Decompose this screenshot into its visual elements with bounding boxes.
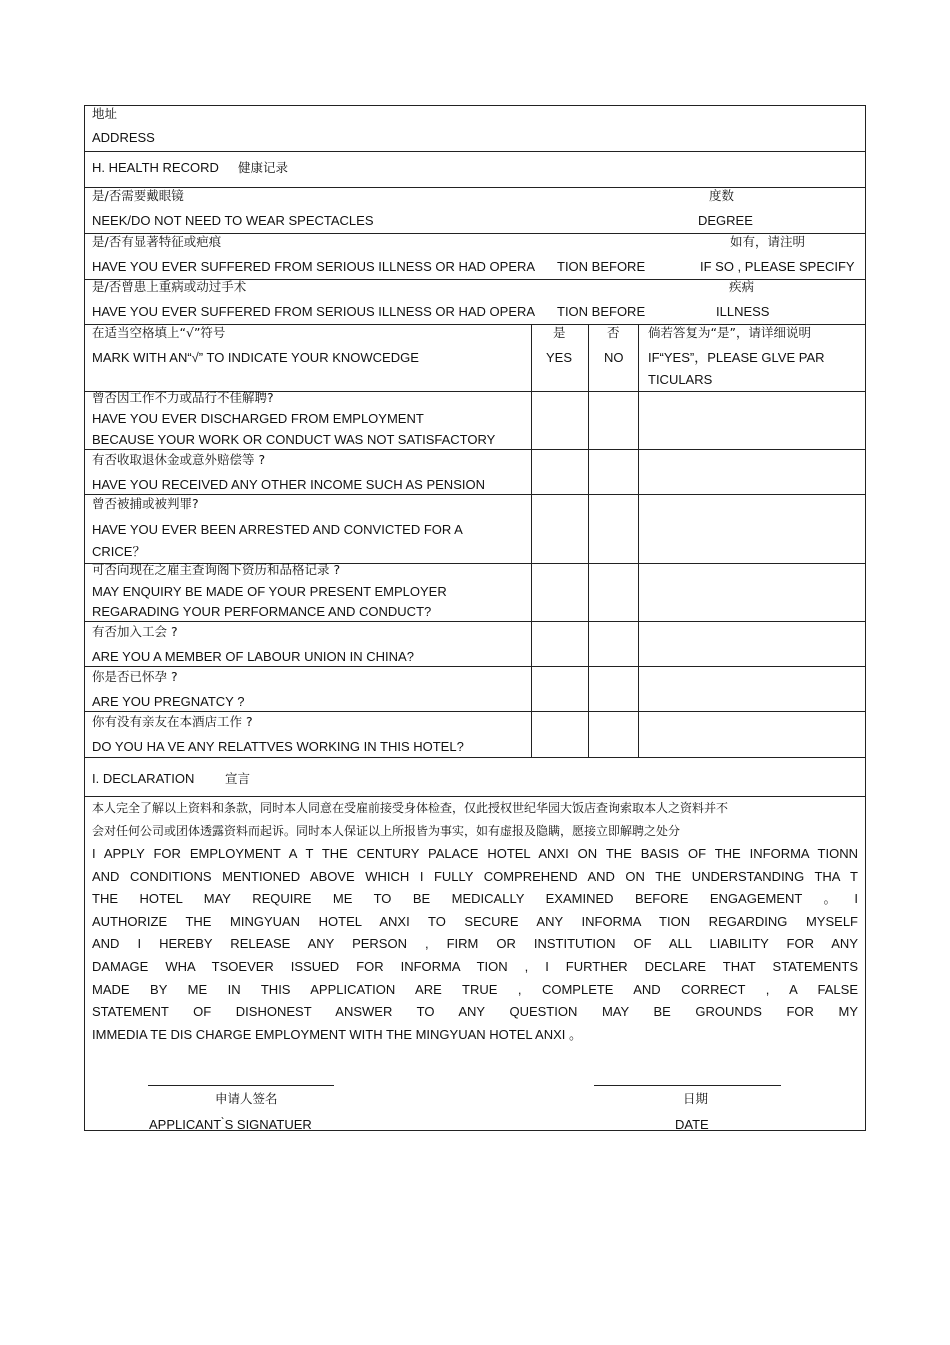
declaration-line: THE HOTEL MAY REQUIRE ME TO BE MEDICALLY EXAMINED BEFORE ENGAGEMENT 。I (92, 891, 858, 907)
date-label-zh: 日期 (683, 1091, 709, 1106)
divider (85, 621, 865, 622)
illness-label-zh: 是/否曾患上重病或动过手术 (92, 279, 247, 294)
yes-header-zh: 是 (553, 325, 566, 340)
spectacles-label-en: NEEK/DO NOT NEED TO WEAR SPECTACLES (92, 213, 374, 228)
declaration-zh-1: 本人完全了解以上资料和条款，同时本人同意在受雇前接受身体检查，仅此授权世纪华园大饭店查询索取本人之资料并不 (92, 801, 729, 815)
signature-label-zh: 申请人签名 (215, 1091, 278, 1106)
section-i-title: I. DECLARATION (92, 771, 195, 786)
features-label-zh: 是/否有显著特征或疤痕 (92, 234, 222, 249)
question-3-en: HAVE YOU EVER BEEN ARRESTED AND CONVICTED FOR A (92, 522, 463, 537)
date-label-en: DATE (675, 1117, 709, 1132)
declaration-line: AUTHORIZE THE MINGYUAN HOTEL ANXI TO SECURE ANY INFORMA TION REGARDING MYSELF (92, 913, 858, 929)
no-header-en: NO (604, 350, 624, 365)
question-3-zh: 曾否被捕或被判罪? (92, 496, 199, 511)
divider (85, 187, 865, 188)
question-4-zh: 可否向现在之雇主查询阁下资历和品格记录 ? (92, 562, 341, 577)
date-line[interactable] (594, 1085, 781, 1086)
question-5-en: ARE YOU A MEMBER OF LABOUR UNION IN CHINA? (92, 649, 414, 664)
declaration-en (92, 843, 858, 1024)
table-col-divider (588, 324, 589, 757)
address-label-zh: 地址 (92, 106, 118, 121)
degree-label-zh: 度数 (709, 188, 735, 203)
divider (85, 757, 865, 758)
question-3-en-2: CRICE？ (92, 544, 146, 559)
question-7-en: DO YOU HA VE ANY RELATTVES WORKING IN THIS HOTEL? (92, 739, 464, 754)
question-5-zh: 有否加入工会 ? (92, 624, 178, 639)
specify-label-en: IF SO , PLEASE SPECIFY (700, 259, 855, 274)
divider (85, 449, 865, 450)
table-col-divider (638, 324, 639, 757)
address-label-en: ADDRESS (92, 130, 155, 145)
question-4-en: MAY ENQUIRY BE MADE OF YOUR PRESENT EMPLOYER (92, 584, 447, 599)
question-2-en: HAVE YOU RECEIVED ANY OTHER INCOME SUCH AS PENSION (92, 477, 485, 492)
question-2-zh: 有否收取退休金或意外赔偿等 ? (92, 452, 266, 467)
divider (85, 796, 865, 797)
table-header-question-zh: 在适当空格填上“√”符号 (92, 325, 226, 340)
declaration-line: I APPLY FOR EMPLOYMENT A T THE CENTURY PALACE HOTEL ANXI ON THE BASIS OF THE INFORMA TIONN (92, 846, 858, 861)
declaration-line: STATEMENT OF DISHONEST ANSWER TO ANY QUESTION MAY BE GROUNDS FOR MY (92, 1004, 858, 1020)
signature-line[interactable] (148, 1085, 334, 1086)
table-col-divider (531, 324, 532, 757)
no-header-zh: 否 (607, 325, 620, 340)
illness-label-en-b: TION BEFORE (557, 304, 646, 319)
divider (85, 494, 865, 495)
details-header-zh: 倘若答复为“是”，请详细说明 (648, 325, 811, 340)
divider (85, 711, 865, 712)
specify-label-zh: 如有，请注明 (730, 234, 806, 249)
question-1-en-2: BECAUSE YOUR WORK OR CONDUCT WAS NOT SATISFACTORY (92, 432, 496, 447)
table-header-question-en: MARK WITH AN“√” TO INDICATE YOUR KNOWCEDGE (92, 350, 419, 365)
details-header-en-2: TICULARS (648, 372, 713, 387)
features-label-en: HAVE YOU EVER SUFFERED FROM SERIOUS ILLNESS OR HAD OPERA (92, 259, 536, 274)
declaration-line-last: IMMEDIA TE DIS CHARGE EMPLOYMENT WITH THE MINGYUAN HOTEL ANXI 。 (92, 1027, 582, 1042)
application-form (84, 105, 866, 1131)
details-header-en: IF“YES”，PLEASE GLVE PAR (648, 350, 825, 365)
question-7-zh: 你有没有亲友在本酒店工作 ? (92, 714, 253, 729)
question-6-en: ARE YOU PREGNATCY ? (92, 694, 245, 709)
features-label-en-b: TION BEFORE (557, 259, 646, 274)
section-h-title-zh: 健康记录 (238, 160, 289, 175)
divider (85, 666, 865, 667)
signature-label-en: APPLICANT ̀S SIGNATUER (149, 1117, 312, 1132)
illness-right-en: ILLNESS (716, 304, 770, 319)
section-h-title: H. HEALTH RECORD (92, 160, 219, 175)
yes-header-en: YES (546, 350, 573, 365)
illness-label-en: HAVE YOU EVER SUFFERED FROM SERIOUS ILLNESS OR HAD OPERA (92, 304, 536, 319)
degree-label-en: DEGREE (698, 213, 753, 228)
divider (85, 151, 865, 152)
illness-right-zh: 疾病 (729, 279, 755, 294)
spectacles-label-zh: 是/否需要戴眼镜 (92, 188, 184, 203)
question-1-zh: 曾否因工作不力或品行不佳解聘? (92, 390, 274, 405)
declaration-zh-2: 会对任何公司或团体透露资料而起诉。同时本人保证以上所报皆为事实，如有虚报及隐瞒，愿接立即解聘之处分 (92, 824, 681, 838)
section-i-title-zh: 宣言 (225, 771, 251, 786)
declaration-line: DAMAGE WHA TSOEVER ISSUED FOR INFORMA TION , I FURTHER DECLARE THAT STATEMENTS (92, 958, 858, 974)
question-4-en-2: REGARADING YOUR PERFORMANCE AND CONDUCT? (92, 604, 432, 619)
declaration-line: AND CONDITIONS MENTIONED ABOVE WHICH I FULLY COMPREHEND AND ON THE UNDERSTANDING THA T (92, 868, 858, 884)
question-1-en: HAVE YOU EVER DISCHARGED FROM EMPLOYMENT (92, 411, 424, 426)
declaration-line: MADE BY ME IN THIS APPLICATION ARE TRUE , COMPLETE AND CORRECT , A FALSE (92, 981, 858, 997)
question-6-zh: 你是否已怀孕 ? (92, 669, 178, 684)
declaration-line: AND I HEREBY RELEASE ANY PERSON , FIRM OR INSTITUTION OF ALL LIABILITY FOR ANY (92, 936, 858, 952)
